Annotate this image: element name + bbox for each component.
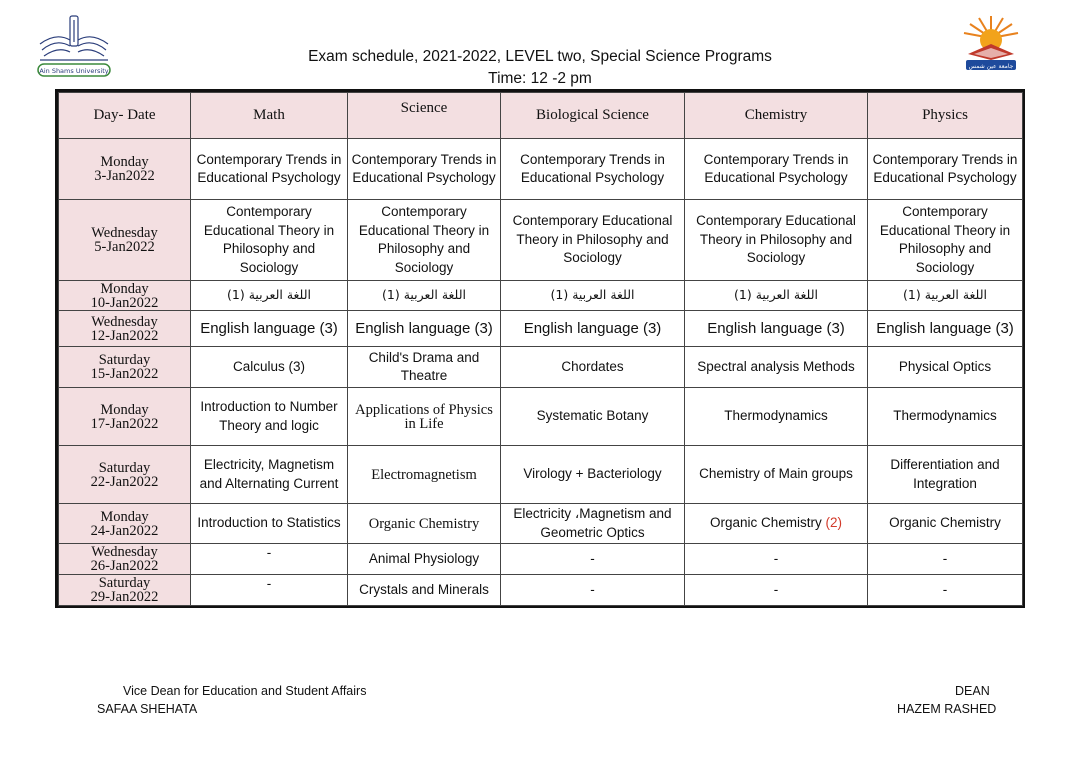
exam-cell: Calculus (3) bbox=[191, 347, 348, 388]
exam-cell: Thermodynamics bbox=[868, 388, 1023, 446]
exam-cell: - bbox=[685, 544, 868, 575]
vice-dean-name: SAFAA SHEHATA bbox=[97, 702, 198, 716]
exam-cell: Systematic Botany bbox=[501, 388, 685, 446]
exam-cell: Introduction to Statistics bbox=[191, 504, 348, 544]
table-row bbox=[59, 311, 1023, 347]
exam-cell: Crystals and Minerals bbox=[348, 575, 501, 606]
header-day-date: Day- Date bbox=[59, 93, 191, 139]
table-row bbox=[59, 281, 1023, 311]
exam-cell: اللغة العربية (1) bbox=[868, 281, 1023, 311]
day-date-cell: Saturday 29-Jan2022 bbox=[59, 575, 191, 606]
exam-cell: اللغة العربية (1) bbox=[501, 281, 685, 311]
page-title: Exam schedule, 2021-2022, LEVEL two, Special Science Programs bbox=[308, 48, 772, 65]
exam-cell: Electromagnetism bbox=[348, 446, 501, 504]
exam-cell: Chemistry of Main groups bbox=[685, 446, 868, 504]
exam-cell: Contemporary Educational Theory in Philosophy and Sociology bbox=[868, 200, 1023, 281]
exam-cell: - bbox=[868, 544, 1023, 575]
header-math: Math bbox=[191, 93, 348, 139]
exam-cell: English language (3) bbox=[685, 311, 868, 347]
exam-cell: Introduction to Number Theory and logic bbox=[191, 388, 348, 446]
exam-cell: Contemporary Educational Theory in Philosophy and Sociology bbox=[191, 200, 348, 281]
day-date-cell: Monday 17-Jan2022 bbox=[59, 388, 191, 446]
header-chemistry: Chemistry bbox=[685, 93, 868, 139]
right-logo-text: جامعة عين شمس bbox=[968, 63, 1014, 70]
header-biological-science: Biological Science bbox=[501, 93, 685, 139]
exam-cell: English language (3) bbox=[868, 311, 1023, 347]
exam-cell: Contemporary Educational Theory in Philosophy and Sociology bbox=[685, 200, 868, 281]
table-row bbox=[59, 446, 1023, 504]
exam-cell: - bbox=[501, 544, 685, 575]
exam-cell: Contemporary Trends in Educational Psychology bbox=[348, 139, 501, 200]
exam-cell: Contemporary Trends in Educational Psychology bbox=[685, 139, 868, 200]
exam-cell: Virology + Bacteriology bbox=[501, 446, 685, 504]
exam-cell: Applications of Physics in Life bbox=[348, 388, 501, 446]
exam-cell: Animal Physiology bbox=[348, 544, 501, 575]
table-row bbox=[59, 347, 1023, 388]
day-date-cell: Wednesday 5-Jan2022 bbox=[59, 200, 191, 281]
exam-cell: Contemporary Trends in Educational Psychology bbox=[191, 139, 348, 200]
day-date-cell: Wednesday 12-Jan2022 bbox=[59, 311, 191, 347]
exam-cell: - bbox=[191, 544, 348, 575]
page-subtitle: Time: 12 -2 pm bbox=[488, 70, 592, 87]
exam-cell: - bbox=[191, 575, 348, 606]
exam-cell: Contemporary Educational Theory in Philosophy and Sociology bbox=[348, 200, 501, 281]
table-row bbox=[59, 139, 1023, 200]
day-date-cell: Monday 24-Jan2022 bbox=[59, 504, 191, 544]
exam-cell: Contemporary Educational Theory in Philosophy and Sociology bbox=[501, 200, 685, 281]
header-physics: Physics bbox=[868, 93, 1023, 139]
exam-cell: - bbox=[685, 575, 868, 606]
exam-cell: Contemporary Trends in Educational Psychology bbox=[868, 139, 1023, 200]
exam-cell: Organic Chemistry (2) bbox=[685, 504, 868, 544]
day-date-cell: Monday 3-Jan2022 bbox=[59, 139, 191, 200]
table-row bbox=[59, 504, 1023, 544]
exam-cell: - bbox=[868, 575, 1023, 606]
table-header-row bbox=[59, 93, 1023, 139]
exam-cell: English language (3) bbox=[191, 311, 348, 347]
exam-cell: Physical Optics bbox=[868, 347, 1023, 388]
chem-suffix: (2) bbox=[825, 515, 843, 531]
schedule-table bbox=[55, 89, 1025, 608]
left-logo-text: Ain Shams University bbox=[39, 67, 109, 75]
day-date-cell: Wednesday 26-Jan2022 bbox=[59, 544, 191, 575]
table-row bbox=[59, 388, 1023, 446]
table-row bbox=[59, 200, 1023, 281]
vice-dean-title: Vice Dean for Education and Student Affairs bbox=[123, 684, 367, 698]
exam-cell: Differentiation and Integration bbox=[868, 446, 1023, 504]
exam-cell: Spectral analysis Methods bbox=[685, 347, 868, 388]
exam-cell: Chordates bbox=[501, 347, 685, 388]
day-date-cell: Saturday 15-Jan2022 bbox=[59, 347, 191, 388]
day-date-cell: Monday 10-Jan2022 bbox=[59, 281, 191, 311]
exam-cell: Thermodynamics bbox=[685, 388, 868, 446]
exam-cell: اللغة العربية (1) bbox=[191, 281, 348, 311]
header-science: Science bbox=[348, 93, 501, 139]
exam-cell: English language (3) bbox=[501, 311, 685, 347]
exam-cell: Electricity, Magnetism and Alternating Current bbox=[191, 446, 348, 504]
exam-cell: - bbox=[501, 575, 685, 606]
exam-cell: Electricity ،Magnetism and Geometric Optics bbox=[501, 504, 685, 544]
exam-cell: Organic Chemistry bbox=[348, 504, 501, 544]
exam-cell: English language (3) bbox=[348, 311, 501, 347]
exam-cell: اللغة العربية (1) bbox=[348, 281, 501, 311]
dean-name: HAZEM RASHED bbox=[897, 702, 997, 716]
exam-cell: اللغة العربية (1) bbox=[685, 281, 868, 311]
dean-title: DEAN bbox=[955, 684, 990, 698]
day-date-cell: Saturday 22-Jan2022 bbox=[59, 446, 191, 504]
exam-cell: Child's Drama and Theatre bbox=[348, 347, 501, 388]
exam-cell: Organic Chemistry bbox=[868, 504, 1023, 544]
exam-cell: Contemporary Trends in Educational Psychology bbox=[501, 139, 685, 200]
table-row bbox=[59, 575, 1023, 606]
table-row bbox=[59, 544, 1023, 575]
